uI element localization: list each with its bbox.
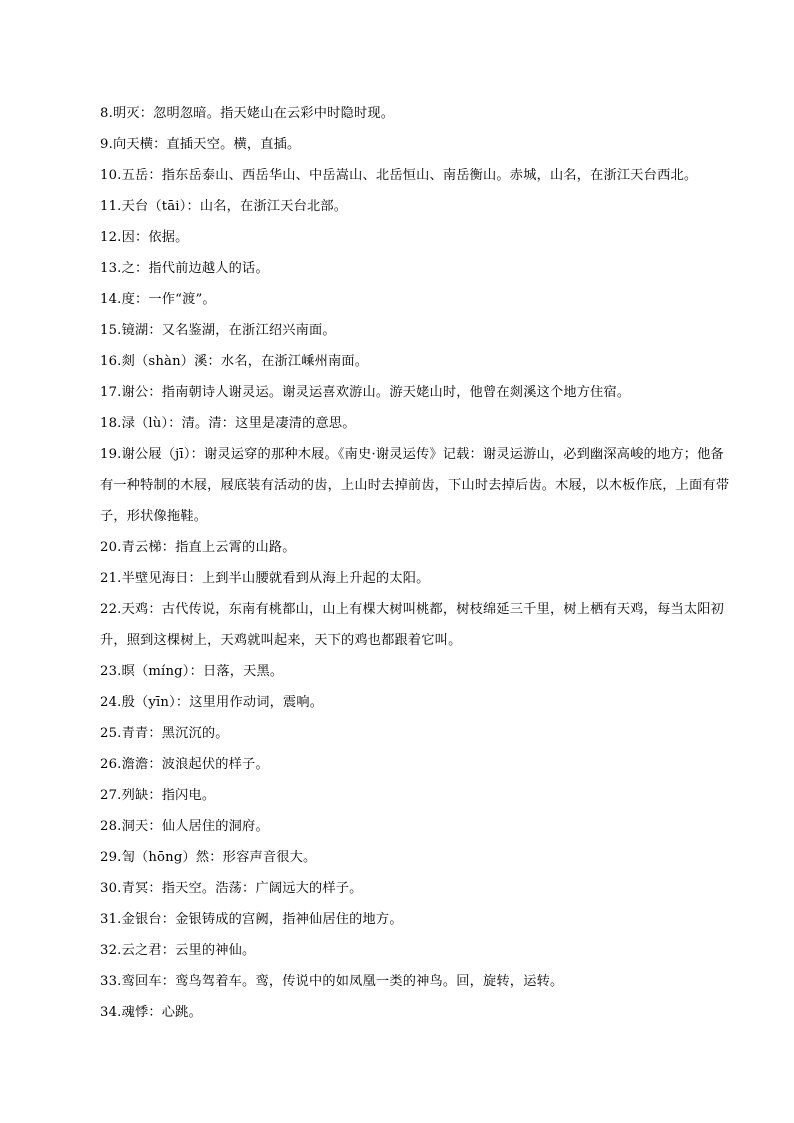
- note-25: 25.青青：黑沉沉的。: [100, 726, 229, 741]
- note-11: 11.天台（tāi）：山名，在浙江天台北部。: [100, 199, 348, 214]
- note-26: 26.澹澹：波浪起伏的样子。: [100, 757, 269, 772]
- note-34: 34.魂悸：心跳。: [100, 1005, 202, 1020]
- note-12: 12.因：依据。: [100, 230, 189, 245]
- note-28: 28.洞天：仙人居住的洞府。: [100, 819, 269, 834]
- note-27: 27.列缺：指闪电。: [100, 788, 216, 803]
- note-20: 20.青云梯：指直上云霄的山路。: [100, 540, 296, 555]
- note-23: 23.暝（míng）：日落，天黑。: [100, 664, 284, 679]
- note-31: 31.金银台：金银铸成的宫阙，指神仙居住的地方。: [100, 912, 403, 927]
- annotation-list: [100, 98, 730, 1028]
- note-14: 14.度：一作“渡”。: [100, 292, 216, 307]
- note-19: 19.谢公屐（jī）：谢灵运穿的那种木屐。《南史·谢灵运传》记载：谢灵运游山，必到幽深高峻的地方；他备有一种特制的木屐，屐底装有活动的齿，上山时去掉前齿，下山时去掉后齿。木屐，以木板作底，上面有带子，形状像拖鞋。: [100, 447, 730, 524]
- note-15: 15.镜湖：又名鉴湖，在浙江绍兴南面。: [100, 323, 336, 338]
- note-9: 9.向天横：直插天空。横，直插。: [100, 137, 301, 152]
- note-18: 18.渌（lù）：清。清：这里是凄清的意思。: [100, 416, 356, 431]
- note-17: 17.谢公：指南朝诗人谢灵运。谢灵运喜欢游山。游天姥山时，他曾在剡溪这个地方住宿。: [100, 385, 631, 400]
- note-13: 13.之：指代前边越人的话。: [100, 261, 269, 276]
- note-33: 33.鸾回车：鸾鸟驾着车。鸾，传说中的如凤凰一类的神鸟。回，旋转，运转。: [100, 974, 564, 989]
- note-29: 29.訇（hōng）然：形容声音很大。: [100, 850, 317, 865]
- note-10: 10.五岳：指东岳泰山、西岳华山、中岳嵩山、北岳恒山、南岳衡山。赤城，山名，在浙江天台西北。: [100, 168, 698, 183]
- note-24: 24.殷（yīn）：这里用作动词，震响。: [100, 695, 324, 710]
- note-32: 32.云之君：云里的神仙。: [100, 943, 256, 958]
- note-16: 16.剡（shàn）溪：水名，在浙江嵊州南面。: [100, 354, 369, 369]
- note-8: 8.明灭：忽明忽暗。指天姥山在云彩中时隐时现。: [100, 106, 395, 121]
- note-22: 22.天鸡：古代传说，东南有桃都山，山上有棵大树叫桃都，树枝绵延三千里，树上栖有天鸡，每当太阳初升，照到这棵树上，天鸡就叫起来，天下的鸡也都跟着它叫。: [100, 602, 725, 648]
- note-21: 21.半壁见海日：上到半山腰就看到从海上升起的太阳。: [100, 571, 430, 586]
- note-30: 30.青冥：指天空。浩荡：广阔远大的样子。: [100, 881, 363, 896]
